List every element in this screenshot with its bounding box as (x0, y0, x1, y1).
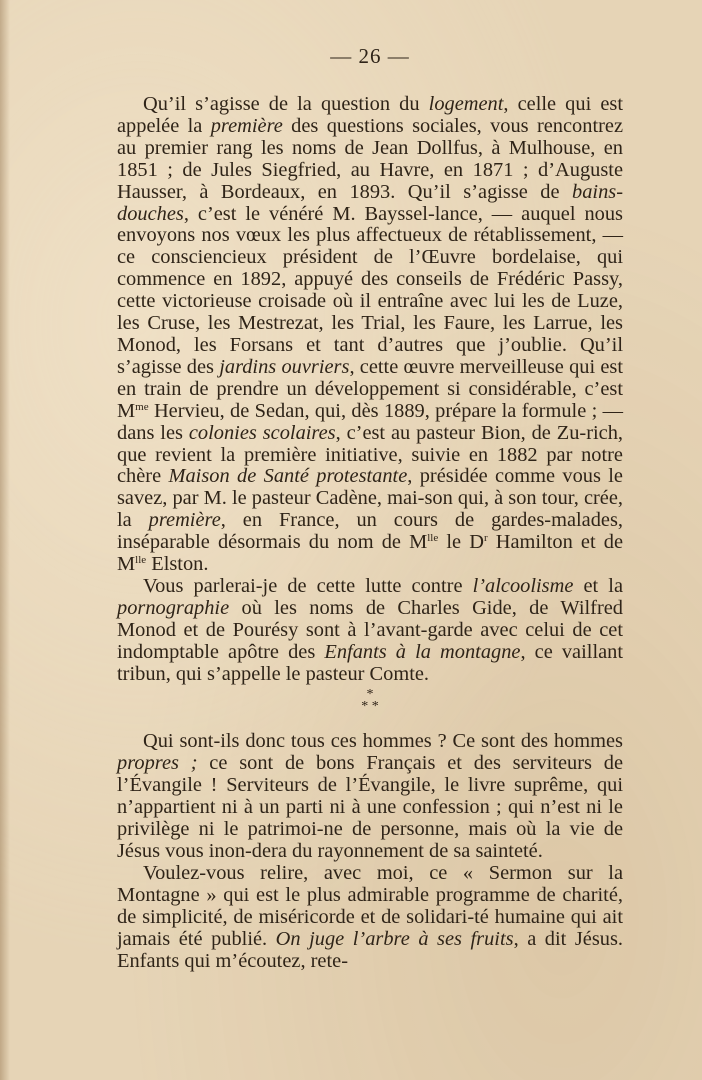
text-run: le D (438, 531, 484, 554)
text-run: Hervieu, de Sedan, qui, dès 1889, prépare la formule ; — dans les (117, 399, 623, 444)
page-number: — 26 — (330, 44, 410, 68)
text-run: , présidée comme vous le savez, par M. le pasteur Cadène, mai-son qui, à son tour, crée, la (117, 465, 623, 532)
paragraph-alcoholism (117, 576, 623, 686)
text-run: où les noms de Charles Gide, de Wilfred Monod et de Pourésy sont à l’avant-garde avec celui de cet indomptable apôtre des (117, 596, 623, 663)
superscript-abbrev: lle (427, 532, 439, 545)
italic-phrase: Maison de Santé protestante (168, 465, 408, 488)
paragraph-sermon-on-the-mount (117, 863, 623, 973)
text-run: Vous parlerai-je de cette lutte contre (143, 574, 473, 597)
text-run: , celle qui est appelée la (117, 93, 623, 137)
superscript-abbrev: lle (135, 554, 147, 567)
italic-phrase: Enfants à la montagne (324, 640, 521, 663)
text-run: Qu’il s’agisse de la question du (143, 93, 429, 115)
italic-phrase: colonies scolaires (188, 421, 336, 444)
text-run: Hamilton et de M (117, 531, 623, 576)
italic-phrase: pornographie (117, 596, 230, 619)
superscript-abbrev: me (135, 400, 149, 413)
text-run: et la (573, 574, 623, 597)
text-run: , cette œuvre merveilleuse qui est en train de prendre un développement si considérable, c’est M (117, 355, 624, 422)
italic-phrase: l’alcoolisme (472, 574, 574, 597)
italic-phrase: propres ; (117, 752, 198, 775)
superscript-abbrev: r (483, 532, 488, 545)
text-run: , c’est le vénéré M. Bayssel-lance, — auquel nous envoyons nos vœux les plus affectueux de rétablissement, — ce consciencieux président de l’Œuvre bordelaise, qui commence en 1892, appuyé des conseils de Frédéric Passy, cette victorieuse croisade où il entraîne avec lui les de Luze, les Cruse, les Mestrezat, les Trial, les Faure, les Larrue, les Monod, les Forsans et tant d’autres que j’oublie. Qu’il s’agisse des (117, 202, 623, 378)
text-run: , c’est au pasteur Bion, de Zu-rich, que revient la première initiative, suivie en 1882 par notre chère (117, 421, 624, 488)
paragraph-who-are-they (117, 731, 623, 862)
text-run: , a dit Jésus. Enfants qui m’écoutez, rete- (117, 927, 623, 972)
text-body (117, 94, 623, 972)
text-run: ce sont de bons Français et des serviteurs de l’Évangile ! Serviteurs de l’Évangile, le livre suprême, qui n’appartient ni à un parti ni à une confession ; qui n’est ni le privilège ni le patrimoi-ne de personne, mais où la vie de Jésus vous inon-dera du rayonnement de sa sainteté. (117, 752, 623, 862)
italic-phrase: jardins ouvriers (219, 355, 350, 378)
text-run: Qui sont-ils donc tous ces hommes ? Ce sont des hommes (143, 730, 623, 753)
italic-phrase: logement (428, 93, 504, 115)
asterism-top: * (366, 687, 374, 703)
text-run: des questions sociales, vous rencontrez au premier rang les noms de Jean Dollfus, à Mulhouse, en 1851 ; de Jules Siegfried, au Havre, en 1871 ; d’Auguste Hausser, à Bordeaux, en 1893. Qu’il s’agisse de (117, 114, 624, 203)
section-asterism (117, 685, 623, 731)
italic-phrase: On juge l’arbre à ses fruits (275, 927, 514, 950)
text-run: , en France, un cours de gardes-malades, inséparable désormais du nom de M (117, 509, 623, 554)
asterism-bottom: * * (361, 699, 379, 715)
text-run: , ce vaillant tribun, qui s’appelle le pasteur Comte. (117, 640, 624, 685)
italic-phrase: première (210, 114, 283, 137)
text-run: Elston. (146, 553, 209, 576)
page-edge-shadow (0, 0, 10, 1080)
italic-phrase: bains-douches (117, 180, 623, 225)
paragraph-housing (117, 94, 623, 576)
text-run: Voulez-vous relire, avec moi, ce « Sermon sur la Montagne » qui est le plus admirable programme de charité, de simplicité, de miséricorde et de solidari-té humaine qui ait jamais été publié. (117, 861, 623, 950)
italic-phrase: première (148, 509, 221, 532)
